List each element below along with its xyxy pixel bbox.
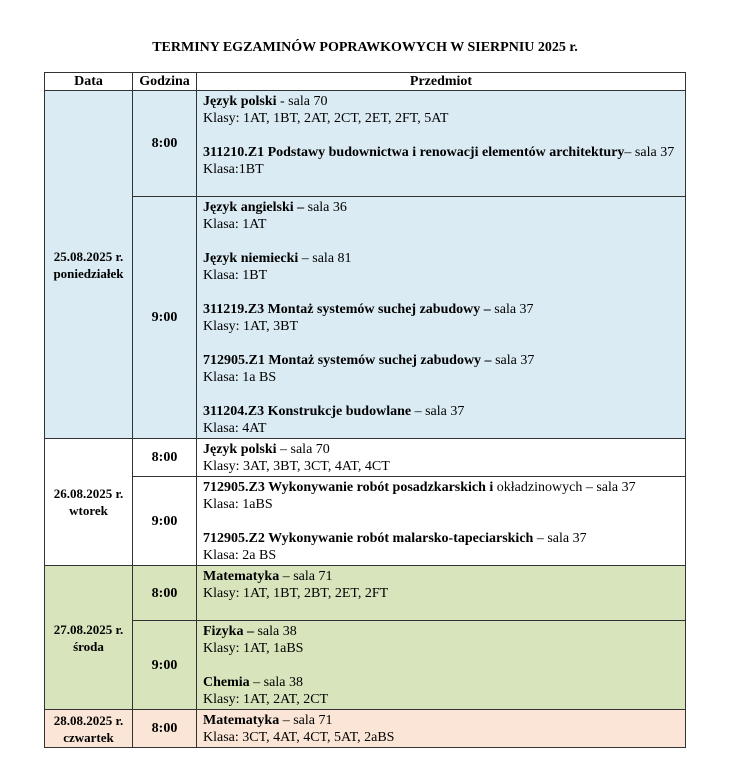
date-cell bbox=[45, 566, 133, 710]
subject-classes: Klasa:1BT bbox=[203, 162, 264, 177]
subject-room: – sala 71 bbox=[279, 569, 333, 584]
header-subject: Przedmiot bbox=[197, 73, 686, 91]
subject-cell bbox=[197, 566, 686, 621]
subject-cell bbox=[197, 91, 686, 197]
subject-name: 712905.Z3 Wykonywanie robót posadzkarskich i bbox=[203, 480, 494, 495]
subject-room: – sala 37 bbox=[411, 404, 465, 419]
table-row bbox=[45, 621, 686, 710]
subject-name: 311204.Z3 Konstrukcje budowlane bbox=[203, 404, 412, 419]
subject-name: Fizyka – bbox=[203, 624, 254, 639]
subject-line bbox=[203, 301, 679, 318]
hour-cell: 9:00 bbox=[133, 197, 197, 439]
subject-classes: Klasa: 2a BS bbox=[203, 548, 277, 563]
subject-room: - sala 70 bbox=[276, 94, 328, 109]
subject-name: Język niemiecki bbox=[203, 251, 299, 266]
date-text: 26.08.2025 r. bbox=[53, 486, 124, 501]
subject-classes: Klasa: 1BT bbox=[203, 268, 268, 283]
subject-room: sala 38 bbox=[253, 624, 297, 639]
header-date: Data bbox=[45, 73, 133, 91]
table-row bbox=[45, 91, 686, 197]
weekday-text: wtorek bbox=[69, 503, 108, 518]
weekday-text: czwartek bbox=[63, 729, 114, 745]
date-cell bbox=[45, 710, 133, 748]
subject-name: 712905.Z1 Montaż systemów suchej zabudowy – bbox=[203, 353, 492, 368]
subject-line bbox=[203, 93, 679, 110]
subject-name: Język polski bbox=[203, 442, 277, 457]
subject-classes: Klasa: 3CT, 4AT, 4CT, 5AT, 2aBS bbox=[203, 730, 395, 745]
table-row bbox=[45, 197, 686, 439]
subject-line bbox=[203, 352, 679, 369]
subject-line bbox=[203, 479, 679, 496]
subject-line bbox=[203, 441, 679, 458]
subject-line bbox=[203, 530, 679, 547]
header-row bbox=[45, 73, 686, 91]
hour-cell: 8:00 bbox=[133, 91, 197, 197]
subject-room: – sala 71 bbox=[279, 713, 333, 728]
table-row bbox=[45, 710, 686, 748]
subject-room: – sala 37 bbox=[533, 531, 587, 546]
subject-room: sala 37 bbox=[491, 353, 535, 368]
subject-room: sala 36 bbox=[304, 200, 347, 215]
date-cell bbox=[45, 439, 133, 566]
subject-classes: Klasy: 1AT, 2AT, 2CT bbox=[203, 692, 329, 707]
subject-room: – sala 81 bbox=[298, 251, 352, 266]
subject-name: Matematyka bbox=[203, 713, 280, 728]
subject-room: sala 37 bbox=[490, 302, 534, 317]
subject-line bbox=[203, 144, 679, 161]
date-text: 28.08.2025 r. bbox=[53, 712, 124, 728]
exam-schedule-table bbox=[44, 72, 686, 748]
subject-cell bbox=[197, 710, 686, 748]
subject-room: – sala 37 bbox=[624, 145, 675, 160]
subject-name: Chemia bbox=[203, 675, 250, 690]
subject-name: 311210.Z1 Podstawy budownictwa i renowacji elementów architektury bbox=[203, 145, 625, 160]
table-row bbox=[45, 439, 686, 477]
date-text: 27.08.2025 r. bbox=[53, 621, 124, 637]
weekday-text: poniedziałek bbox=[53, 265, 124, 281]
subject-classes: Klasy: 1AT, 3BT bbox=[203, 319, 299, 334]
subject-cell bbox=[197, 621, 686, 710]
subject-classes: Klasa: 1a BS bbox=[203, 370, 277, 385]
subject-line bbox=[203, 712, 679, 729]
header-hour: Godzina bbox=[133, 73, 197, 91]
subject-classes: Klasa: 4AT bbox=[203, 421, 267, 436]
subject-name: Matematyka bbox=[203, 569, 280, 584]
weekday-text: środa bbox=[73, 638, 104, 654]
subject-classes: Klasy: 1AT, 1BT, 2BT, 2ET, 2FT bbox=[203, 586, 389, 601]
date-text: 25.08.2025 r. bbox=[53, 248, 124, 264]
subject-name: Język angielski – bbox=[203, 200, 305, 215]
subject-classes: Klasa: 1aBS bbox=[203, 497, 273, 512]
subject-line bbox=[203, 623, 679, 640]
hour-cell: 8:00 bbox=[133, 710, 197, 748]
subject-classes: Klasy: 1AT, 1BT, 2AT, 2CT, 2ET, 2FT, 5AT bbox=[203, 111, 449, 126]
subject-classes: Klasa: 1AT bbox=[203, 217, 267, 232]
subject-cell bbox=[197, 197, 686, 439]
subject-line bbox=[203, 250, 679, 267]
subject-cell bbox=[197, 439, 686, 477]
subject-line bbox=[203, 674, 679, 691]
subject-line bbox=[203, 403, 679, 420]
hour-cell: 8:00 bbox=[133, 566, 197, 621]
subject-line bbox=[203, 568, 679, 585]
subject-classes: Klasy: 3AT, 3BT, 3CT, 4AT, 4CT bbox=[203, 459, 390, 474]
table-row bbox=[45, 477, 686, 566]
hour-cell: 8:00 bbox=[133, 439, 197, 477]
subject-name: 311219.Z3 Montaż systemów suchej zabudowy – bbox=[203, 302, 491, 317]
hour-cell: 9:00 bbox=[133, 621, 197, 710]
subject-name: 712905.Z2 Wykonywanie robót malarsko-tapeciarskich bbox=[203, 531, 534, 546]
subject-name: Język polski bbox=[203, 94, 277, 109]
table-row bbox=[45, 566, 686, 621]
subject-room: – sala 38 bbox=[249, 675, 303, 690]
subject-room: okładzinowych – sala 37 bbox=[493, 480, 636, 495]
subject-line bbox=[203, 199, 679, 216]
subject-cell bbox=[197, 477, 686, 566]
date-cell bbox=[45, 91, 133, 439]
document-title: TERMINY EGZAMINÓW POPRAWKOWYCH W SIERPNIU 2025 r. bbox=[152, 40, 578, 55]
subject-classes: Klasy: 1AT, 1aBS bbox=[203, 641, 304, 656]
subject-room: – sala 70 bbox=[276, 442, 330, 457]
hour-cell: 9:00 bbox=[133, 477, 197, 566]
